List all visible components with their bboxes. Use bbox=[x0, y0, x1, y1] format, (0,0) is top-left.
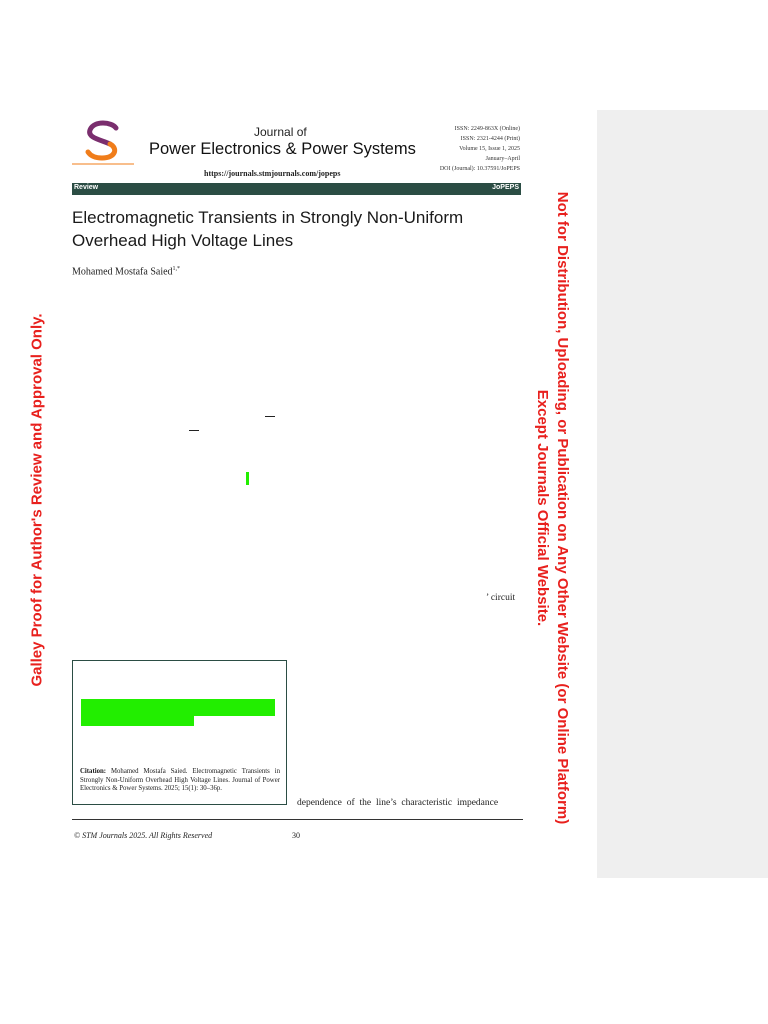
footer-copyright: © STM Journals 2025. All Rights Reserved bbox=[74, 831, 213, 840]
issn-block bbox=[360, 124, 520, 174]
watermark-right bbox=[532, 192, 572, 825]
journal-logo bbox=[72, 118, 136, 166]
page-number: 30 bbox=[292, 831, 300, 840]
author-line bbox=[72, 266, 180, 277]
watermark-left: Galley Proof for Author's Review and Approval Only. bbox=[28, 313, 46, 687]
footer-divider bbox=[72, 819, 523, 820]
watermark-right-line1: Not for Distribution, Uploading, or Publication on Any Other Website (or Online Platform) bbox=[554, 191, 571, 825]
article-type-label: Review bbox=[74, 184, 99, 191]
citation-body: Mohamed Mostafa Saied. Electromagnetic Transients in Strongly Non-Uniform Overhead High Voltage Lines. Journal of Power Electronics & Power Systems. 2025; 15(1): 30–36p. bbox=[80, 768, 280, 792]
issue-months: January–April bbox=[485, 156, 520, 162]
journal-name: Power Electronics & Power Systems bbox=[149, 140, 416, 158]
article-title-line2: Overhead High Voltage Lines bbox=[72, 231, 294, 250]
journal-doi: DOI (Journal): 10.37591/JoPEPS bbox=[439, 166, 520, 172]
article-title-line1: Electromagnetic Transients in Strongly Non-Uniform bbox=[72, 208, 464, 227]
article-type-band bbox=[72, 183, 521, 195]
journal-abbrev-label: JoPEPS bbox=[492, 184, 519, 191]
citation-box bbox=[72, 660, 287, 805]
article-title bbox=[72, 206, 512, 252]
green-highlight-bar bbox=[81, 699, 275, 716]
issn-online: ISSN: 2249-863X (Online) bbox=[454, 126, 520, 132]
dash-mark bbox=[265, 416, 275, 417]
side-panel bbox=[597, 110, 768, 878]
citation-text bbox=[80, 768, 280, 794]
author-affiliation-mark: 1,* bbox=[172, 266, 181, 272]
journal-of-label: Journal of bbox=[254, 125, 307, 139]
volume-issue: Volume 15, Issue 1, 2025 bbox=[459, 146, 520, 152]
green-highlight-bar bbox=[81, 716, 194, 726]
citation-label: Citation: bbox=[80, 768, 107, 775]
issn-print: ISSN: 2321-4244 (Print) bbox=[460, 136, 520, 142]
body-text-line: dependence of the line’s characteristic impedance bbox=[297, 798, 499, 808]
dash-mark bbox=[189, 430, 199, 431]
text-fragment: ’ circuit bbox=[486, 593, 516, 603]
watermark-right-line2: Except Journals Official Website. bbox=[534, 389, 551, 627]
green-highlight-mark bbox=[246, 472, 249, 485]
journal-url-link[interactable]: https://journals.stmjournals.com/jopeps bbox=[204, 169, 341, 178]
author-name: Mohamed Mostafa Saied bbox=[72, 266, 173, 278]
